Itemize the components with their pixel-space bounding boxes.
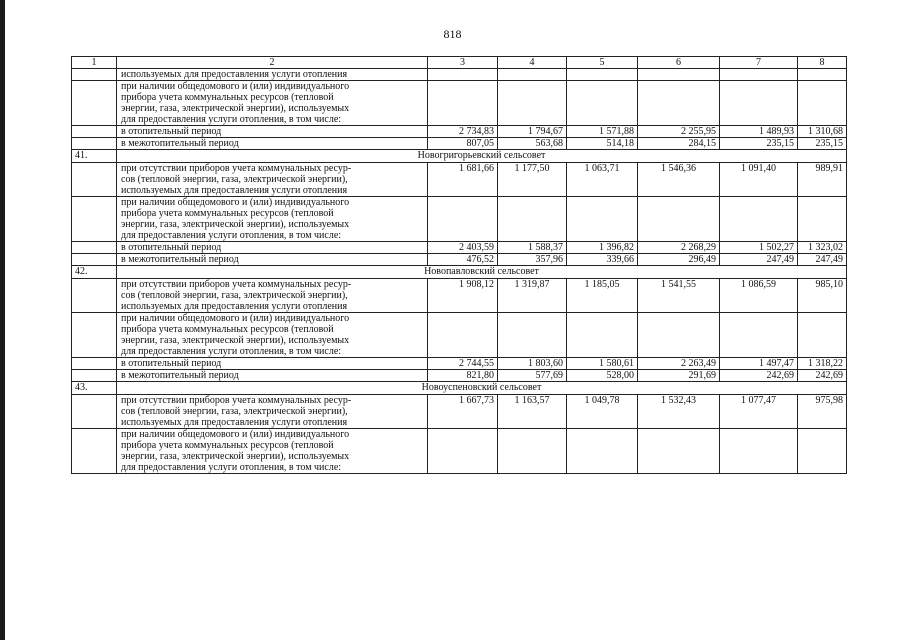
value-cell: 247,49 <box>798 254 847 266</box>
value-cell: 1 908,12 <box>428 279 498 313</box>
value-cell: 1 396,82 <box>567 242 638 254</box>
value-cell: 1 318,22 <box>798 358 847 370</box>
value-cell: 989,91 <box>798 163 847 197</box>
table-row <box>72 429 847 474</box>
section-header-row <box>72 382 847 395</box>
value-cell: 821,80 <box>428 370 498 382</box>
page-edge-bar <box>0 0 5 640</box>
row-label: в отопительный период <box>117 126 428 138</box>
value-cell: 1 077,47 <box>720 395 798 429</box>
col-header: 7 <box>720 57 798 69</box>
value-cell: 2 255,95 <box>638 126 720 138</box>
value-cell: 2 403,59 <box>428 242 498 254</box>
tariff-table <box>71 56 847 474</box>
table-row <box>72 126 847 138</box>
value-cell: 296,49 <box>638 254 720 266</box>
value-cell: 1 794,67 <box>498 126 567 138</box>
value-cell: 1 571,88 <box>567 126 638 138</box>
table-row <box>72 279 847 313</box>
table-row <box>72 395 847 429</box>
section-title: Новопавловский сельсовет <box>117 266 847 279</box>
value-cell: 242,69 <box>720 370 798 382</box>
value-cell: 1 546,36 <box>638 163 720 197</box>
value-cell: 528,00 <box>567 370 638 382</box>
value-cell: 563,68 <box>498 138 567 150</box>
table-row <box>72 81 847 126</box>
value-cell: 807,05 <box>428 138 498 150</box>
value-cell: 235,15 <box>720 138 798 150</box>
value-cell: 1 091,40 <box>720 163 798 197</box>
col-header: 3 <box>428 57 498 69</box>
value-cell: 242,69 <box>798 370 847 382</box>
table-row <box>72 254 847 266</box>
value-cell: 339,66 <box>567 254 638 266</box>
value-cell: 975,98 <box>798 395 847 429</box>
row-label: в отопительный период <box>117 242 428 254</box>
table-row <box>72 313 847 358</box>
row-label: при наличии общедомового и (или) индивидуального прибора учета коммунальных ресурсов (тепловой энергии, газа, электрической энергии), используемых для предоставления услуги отопления, в том числе: <box>117 81 428 126</box>
value-cell: 1 532,43 <box>638 395 720 429</box>
row-label: при наличии общедомового и (или) индивидуального прибора учета коммунальных ресурсов (тепловой энергии, газа, электрической энергии), используемых для предоставления услуги отопления, в том числе: <box>117 429 428 474</box>
table-row <box>72 163 847 197</box>
value-cell: 2 263,49 <box>638 358 720 370</box>
col-header: 2 <box>117 57 428 69</box>
row-label: при наличии общедомового и (или) индивидуального прибора учета коммунальных ресурсов (тепловой энергии, газа, электрической энергии), используемых для предоставления услуги отопления, в том числе: <box>117 197 428 242</box>
value-cell: 2 744,55 <box>428 358 498 370</box>
table-row <box>72 69 847 81</box>
value-cell: 247,49 <box>720 254 798 266</box>
value-cell: 1 049,78 <box>567 395 638 429</box>
value-cell: 1 319,87 <box>498 279 567 313</box>
table-row <box>72 138 847 150</box>
value-cell: 284,15 <box>638 138 720 150</box>
row-label: при отсутствии приборов учета коммунальных ресур- сов (тепловой энергии, газа, электрической энергии), используемых для предоставления услуги отопления <box>117 395 428 429</box>
section-number: 42. <box>72 266 117 279</box>
row-label: при наличии общедомового и (или) индивидуального прибора учета коммунальных ресурсов (тепловой энергии, газа, электрической энергии), используемых для предоставления услуги отопления, в том числе: <box>117 313 428 358</box>
value-cell: 1 310,68 <box>798 126 847 138</box>
table-row <box>72 197 847 242</box>
value-cell: 1 681,66 <box>428 163 498 197</box>
value-cell: 577,69 <box>498 370 567 382</box>
value-cell: 291,69 <box>638 370 720 382</box>
col-header: 6 <box>638 57 720 69</box>
value-cell: 514,18 <box>567 138 638 150</box>
value-cell: 1 063,71 <box>567 163 638 197</box>
row-label: в межотопительный период <box>117 254 428 266</box>
section-number: 41. <box>72 150 117 163</box>
table-header-row <box>72 57 847 69</box>
section-header-row <box>72 150 847 163</box>
value-cell: 1 323,02 <box>798 242 847 254</box>
value-cell: 1 086,59 <box>720 279 798 313</box>
value-cell: 2 734,83 <box>428 126 498 138</box>
row-label: в отопительный период <box>117 358 428 370</box>
value-cell: 1 163,57 <box>498 395 567 429</box>
value-cell: 1 803,60 <box>498 358 567 370</box>
row-label: используемых для предоставления услуги отопления <box>117 69 428 81</box>
table-row <box>72 242 847 254</box>
page-number: 818 <box>443 27 462 41</box>
table-row <box>72 358 847 370</box>
value-cell: 1 502,27 <box>720 242 798 254</box>
value-cell: 1 489,93 <box>720 126 798 138</box>
value-cell: 1 177,50 <box>498 163 567 197</box>
col-header: 8 <box>798 57 847 69</box>
value-cell: 985,10 <box>798 279 847 313</box>
value-cell: 1 541,55 <box>638 279 720 313</box>
col-header: 4 <box>498 57 567 69</box>
value-cell: 476,52 <box>428 254 498 266</box>
row-label: в межотопительный период <box>117 370 428 382</box>
section-number: 43. <box>72 382 117 395</box>
row-label: при отсутствии приборов учета коммунальных ресур- сов (тепловой энергии, газа, электрической энергии), используемых для предоставления услуги отопления <box>117 163 428 197</box>
value-cell: 2 268,29 <box>638 242 720 254</box>
section-header-row <box>72 266 847 279</box>
section-title: Новогригорьевский сельсовет <box>117 150 847 163</box>
value-cell: 1 497,47 <box>720 358 798 370</box>
value-cell: 357,96 <box>498 254 567 266</box>
value-cell: 235,15 <box>798 138 847 150</box>
value-cell: 1 667,73 <box>428 395 498 429</box>
section-title: Новоуспеновский сельсовет <box>117 382 847 395</box>
table-row <box>72 370 847 382</box>
col-header: 5 <box>567 57 638 69</box>
value-cell: 1 580,61 <box>567 358 638 370</box>
value-cell: 1 588,37 <box>498 242 567 254</box>
row-label: при отсутствии приборов учета коммунальных ресур- сов (тепловой энергии, газа, электрической энергии), используемых для предоставления услуги отопления <box>117 279 428 313</box>
value-cell: 1 185,05 <box>567 279 638 313</box>
col-header: 1 <box>72 57 117 69</box>
row-label: в межотопительный период <box>117 138 428 150</box>
